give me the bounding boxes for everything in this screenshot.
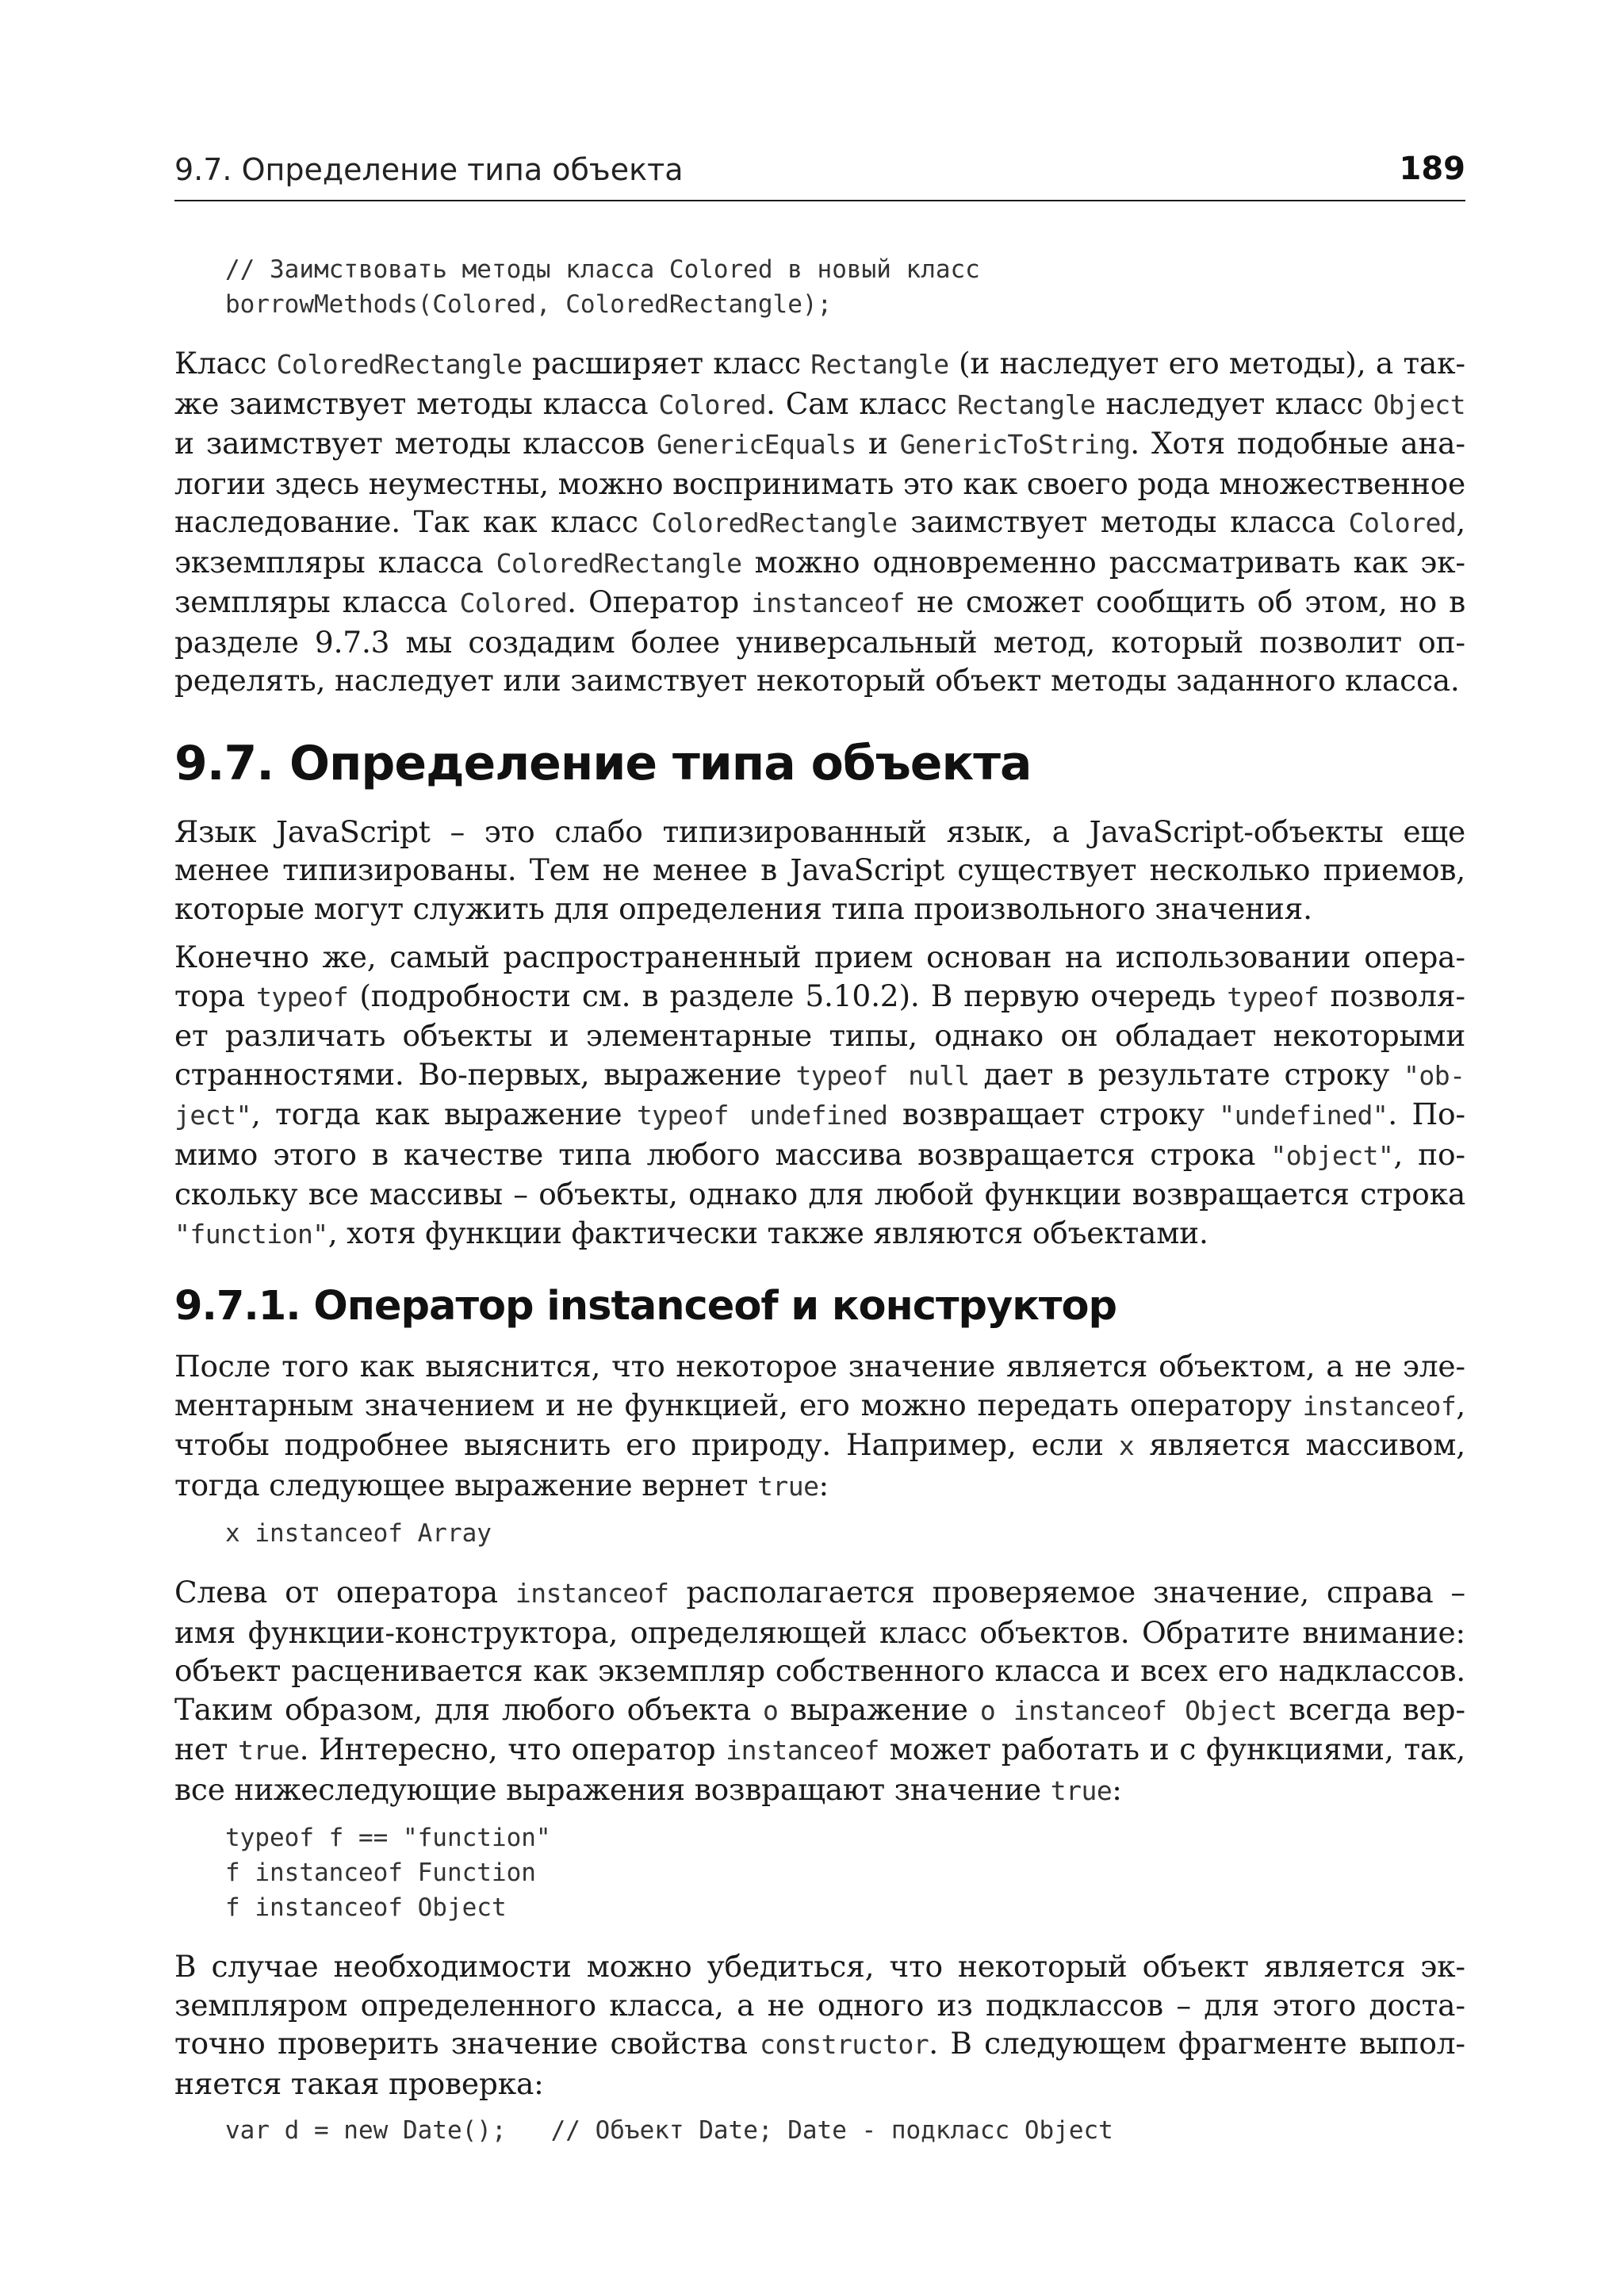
inline-code: o instanceof Object <box>979 1694 1277 1726</box>
inline-code: instanceof <box>751 588 905 618</box>
inline-code: true <box>1050 1774 1113 1806</box>
inline-code: typeof null <box>795 1059 970 1091</box>
inline-code: Rectangle <box>957 389 1096 420</box>
code-line: x instanceof Array <box>225 1519 492 1548</box>
inline-code: typeof undefined <box>636 1100 888 1131</box>
inline-code: GenericEquals <box>657 429 856 460</box>
inline-code: true <box>238 1735 300 1766</box>
running-header <box>174 149 1465 201</box>
inline-code: x <box>1118 1430 1135 1461</box>
paragraph-instanceof-left: Слева от оператора instanceof располагается проверяемое значение, справа – имя функции-конструктора, определяющей класс объектов. Обратите внимание: объект расценивается как экземпляр собственного класса и всех его надклассов. Таким образом, для любого объекта o выражение o instanceof Object всегда вернет true. Интересно, что оператор instanceof может работать и с функциями, так, все нижеследующие выражения возвращают значение true: <box>174 1575 1466 1807</box>
inline-code: Object <box>1373 389 1465 420</box>
inline-code: ColoredRectangle <box>496 547 742 579</box>
inline-code: "object" <box>174 1059 1466 1131</box>
inline-code: Colored <box>658 389 767 420</box>
running-title: 9.7. Определение типа объекта <box>174 152 684 187</box>
inline-code: instanceof <box>1302 1390 1457 1422</box>
inline-code: instanceof <box>726 1735 879 1766</box>
inline-code: ColoredRectangle <box>276 349 523 380</box>
code-block-function <box>225 1820 1465 1925</box>
inline-code: constructor <box>760 2029 929 2060</box>
inline-code: typeof <box>1227 981 1320 1013</box>
code-block-array <box>225 1516 1465 1551</box>
inline-code: "undefined" <box>1219 1100 1388 1131</box>
inline-code: Colored <box>1348 507 1457 538</box>
inline-code: Colored <box>459 588 568 618</box>
inline-code: ColoredRectangle <box>651 507 898 538</box>
code-line: borrowMethods(Colored, ColoredRectangle); <box>225 290 833 319</box>
code-block-borrow <box>225 252 1465 322</box>
paragraph-typeof: Конечно же, самый распространенный прием основан на использовании оператора typeof (подробности см. в разделе 5.10.2). В первую очередь typeof позволяет различать объекты и элементарные типы, однако он обладает некоторыми странностями. Во-первых, выражение typeof null дает в результате строку "object", тогда как выражение typeof undefined возвращает строку "undefined". Помимо этого в качестве типа любого массива возвращается строка "object", поскольку все массивы – объекты, однако для любой функции возвращается строка "function", хотя функции фактически также являются объектами. <box>174 940 1466 1250</box>
code-line: f instanceof Function <box>225 1859 536 1887</box>
code-line: var d = new Date(); // Объект Date; Date - подкласс Object <box>225 2116 1113 2145</box>
code-line: // Заимствовать методы класса Colored в новый класс <box>225 255 980 284</box>
inline-code: "object" <box>1270 1139 1394 1171</box>
paragraph-instanceof: После того как выяснится, что некоторое значение является объектом, а не элементарным значением и не функцией, его можно передать оператору instanceof, чтобы подробнее выяснить его природу. Например, если x является массивом, тогда следующее выражение вернет true: <box>174 1349 1465 1503</box>
paragraph-constructor: В случае необходимости можно убедиться, что некоторый объект является экземпляром определенного класса, а не одного из подклассов – для этого достаточно проверить значение свойства constructor. В следующем фрагменте выполняется такая проверка: <box>174 1949 1465 2101</box>
page-number: 189 <box>1399 151 1465 187</box>
inline-code: o <box>763 1694 779 1726</box>
inline-code: true <box>757 1470 819 1502</box>
inline-code: "function" <box>174 1218 328 1250</box>
subsection-heading: 9.7.1. Оператор instanceof и конструктор <box>174 1283 1116 1330</box>
paragraph-intro: Язык JavaScript – это слабо типизированный язык, а JavaScript-объекты еще менее типизированы. Тем не менее в JavaScript существует несколько приемов, которые могут служить для определения типа произвольного значения. <box>174 813 1465 926</box>
paragraph-colored-rectangle: Класс ColoredRectangle расширяет класс Rectangle (и наследует его методы), а также заимствует методы класса Colored. Сам класс Rectangle наследует класс Object и заимствует методы классов GenericEquals и GenericToString. Хотя подобные аналогии здесь неуместны, можно воспринимать это как своего рода множественное наследование. Так как класс ColoredRectangle заимствует методы класса Colored, экземпляры класса ColoredRectangle можно одновременно рассматривать как экземпляры класса Colored. Оператор instanceof не сможет сообщить об этом, но в разделе 9.7.3 мы создадим более универсальный метод, который позволит определять, наследует или заимствует некоторый объект методы заданного класса. <box>174 346 1466 698</box>
inline-code: Rectangle <box>810 349 949 380</box>
inline-code: typeof <box>256 981 349 1013</box>
section-heading: 9.7. Определение типа объекта <box>174 735 1032 791</box>
inline-code: GenericToString <box>899 429 1131 460</box>
page-body <box>174 252 1465 2170</box>
code-line: typeof f == "function" <box>225 1824 551 1852</box>
inline-code: instanceof <box>515 1578 669 1609</box>
code-line: f instanceof Object <box>225 1893 507 1922</box>
code-block-date <box>225 2113 1465 2148</box>
